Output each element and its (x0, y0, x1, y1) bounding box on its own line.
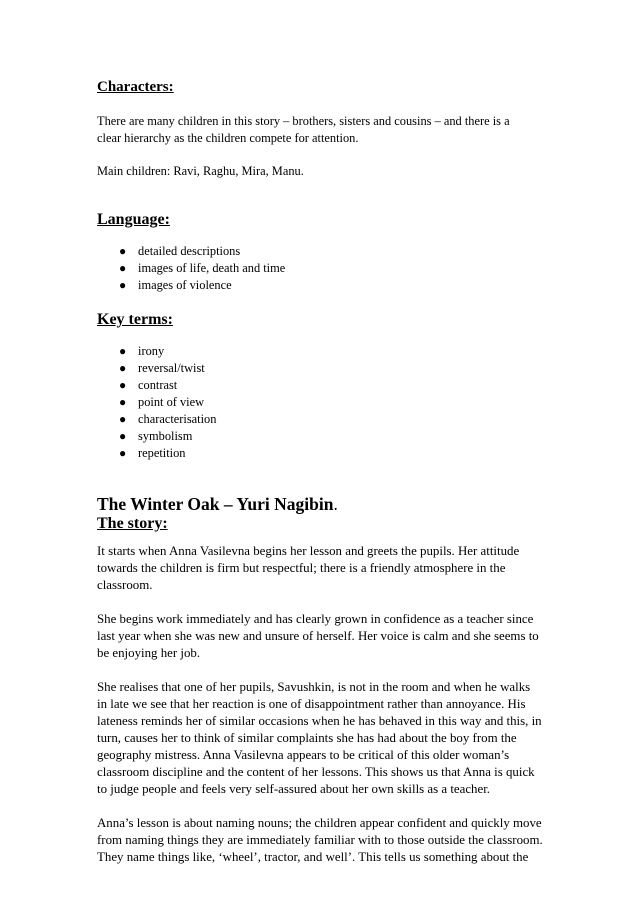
story-paragraph (97, 679, 557, 798)
paragraph-line: They name things like, ‘wheel’, tractor, and well’. This tells us something about the (97, 850, 529, 864)
document-page (97, 78, 557, 866)
key-terms-heading: Key terms: (97, 311, 173, 328)
paragraph-line: turn, causes her to think of similar complaints she has had about the boy from the (97, 731, 517, 745)
list-item: ● repetition (119, 446, 186, 460)
paragraph-line: towards the children is firm but respectful; there is a friendly atmosphere in the (97, 561, 506, 575)
bullet-icon: ● (119, 378, 127, 392)
list-item: ● images of life, death and time (119, 261, 286, 275)
paragraph-line: Anna’s lesson is about naming nouns; the children appear confident and quickly move (97, 816, 542, 830)
paragraph-line: It starts when Anna Vasilevna begins her lesson and greets the pupils. Her attitude (97, 544, 520, 558)
bullet-icon: ● (119, 261, 127, 275)
paragraph-line: to judge people and feels very self-assured about her own skills as a teacher. (97, 782, 491, 796)
paragraph-line: classroom discipline and the content of her lessons. This shows us that Anna is quick (97, 765, 535, 779)
story-paragraph (97, 543, 557, 594)
list-item: ● images of violence (119, 278, 232, 292)
characters-paragraph-line: There are many children in this story – brothers, sisters and cousins – and there is a (97, 114, 510, 128)
bullet-icon: ● (119, 344, 127, 358)
bullet-icon: ● (119, 429, 127, 443)
language-heading: Language: (97, 211, 170, 228)
list-item: ● symbolism (119, 429, 193, 443)
paragraph-line: She begins work immediately and has clearly grown in confidence as a teacher since (97, 612, 534, 626)
list-item: ● point of view (119, 395, 205, 409)
story-title: The Winter Oak – Yuri Nagibin. (97, 494, 338, 514)
bullet-icon: ● (119, 244, 127, 258)
key-terms-list (97, 343, 557, 462)
list-item: ● contrast (119, 378, 178, 392)
paragraph-line: She realises that one of her pupils, Savushkin, is not in the room and when he walks (97, 680, 531, 694)
list-item: ● detailed descriptions (119, 244, 241, 258)
list-item: ● reversal/twist (119, 361, 205, 375)
bullet-icon: ● (119, 412, 127, 426)
paragraph-line: lateness reminds her of similar occasions when he has behaved in this way and this, in (97, 714, 542, 728)
bullet-icon: ● (119, 446, 127, 460)
paragraph-line: in late we see that her reaction is one of disappointment rather than annoyance. His (97, 697, 526, 711)
paragraph-line: be enjoying her job. (97, 646, 201, 660)
list-item: ● characterisation (119, 412, 217, 426)
bullet-icon: ● (119, 361, 127, 375)
story-paragraph (97, 611, 557, 662)
paragraph-line: classroom. (97, 578, 153, 592)
bullet-icon: ● (119, 278, 127, 292)
characters-heading: Characters: (97, 79, 174, 95)
paragraph-line: last year when she was new and unsure of herself. Her voice is calm and she seems to (97, 629, 539, 643)
story-heading: The story: (97, 515, 168, 532)
list-item: ● irony (119, 344, 165, 358)
paragraph-line: geography mistress. Anna Vasilevna appears to be critical of this older woman’s (97, 748, 510, 762)
language-list (97, 243, 557, 294)
story-paragraph (97, 815, 557, 866)
bullet-icon: ● (119, 395, 127, 409)
characters-paragraph-line: clear hierarchy as the children compete for attention. (97, 131, 359, 145)
paragraph-line: from naming things they are immediately familiar with to those outside the classroom. (97, 833, 543, 847)
main-children-text: Main children: Ravi, Raghu, Mira, Manu. (97, 164, 304, 178)
